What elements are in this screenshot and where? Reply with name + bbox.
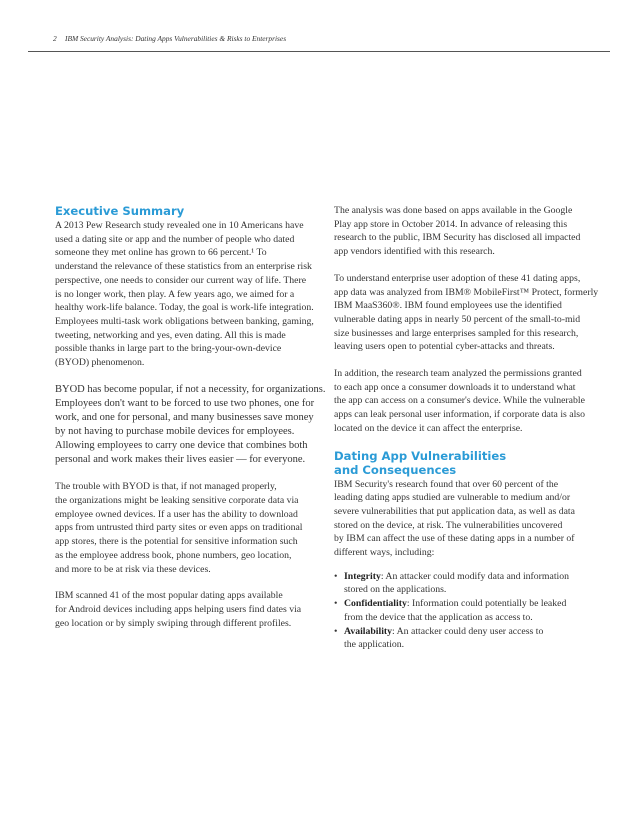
text-line: size businesses and large enterprises sampled for this research, (334, 327, 579, 339)
bullet-term: Availability (344, 625, 393, 637)
paragraph (334, 367, 602, 436)
text-line: Play app store in October 2014. In advance of releasing this (334, 218, 568, 230)
text-line: (BYOD) phenomenon. (55, 357, 145, 369)
text-line: employee owned devices. If a user has the ability to download (55, 508, 298, 520)
text-line: app data was analyzed from IBM® MobileFirst™ Protect, formerly (334, 286, 599, 298)
text-line: The analysis was done based on apps available in the Google (334, 205, 573, 216)
text-line: for Android devices including apps helping users find dates via (55, 603, 302, 615)
text-line: stored on the device, at risk. The vulnerabilities uncovered (334, 519, 563, 531)
bullet-text: the application. (344, 639, 405, 651)
bullet-term: Confidentiality (344, 598, 407, 610)
list-item (334, 597, 602, 624)
text-line: as the employee address book, phone numbers, geo location, (55, 549, 292, 561)
text-line: A 2013 Pew Research study revealed one in 10 Americans have (55, 220, 304, 231)
text-line: severe vulnerabilities that put application data, as well as data (334, 505, 575, 517)
text-line: personal and work makes their lives easier — for everyone. (55, 454, 306, 466)
text-line: IBM scanned 41 of the most popular dating apps available (55, 590, 283, 602)
paragraph (55, 383, 326, 468)
bullet-term: Integrity (344, 570, 381, 582)
text-line: work, and one for personal, and many businesses save money (55, 411, 314, 423)
text-line: The trouble with BYOD is that, if not managed properly, (55, 481, 277, 493)
text-line: by not having to purchase mobile devices for employees. (55, 426, 295, 438)
paragraph (334, 478, 602, 560)
text-line: To understand enterprise user adoption of these 41 dating apps, (334, 272, 581, 284)
text-line: to each app once a consumer downloads it to understand what (334, 381, 576, 393)
text-line: is no longer work, then play. A few years ago, we aimed for a (55, 288, 295, 300)
text-line: BYOD has become popular, if not a necessity, for organizations. (55, 383, 326, 395)
text-line: research to the public, IBM Security has disclosed all impacted (334, 232, 581, 244)
bullet-text: : Information could potentially be leaked (406, 598, 567, 610)
bullet-text: : An attacker could modify data and information (380, 570, 570, 582)
text-line: the organizations might be leaking sensitive corporate data via (55, 495, 299, 506)
text-line: and Consequences (334, 462, 457, 477)
bullet-text: from the device that the application as access to. (344, 611, 533, 623)
right-column (334, 204, 602, 652)
text-line: different ways, including: (334, 547, 435, 559)
text-line: apps can leak personal user information, if corporate data is also (334, 409, 585, 421)
paragraph (55, 480, 320, 576)
text-line: located on the device it can affect the enterprise. (334, 422, 523, 434)
text-line: leaving users open to potential cyber-attacks and threats. (334, 341, 555, 353)
bullet: • (334, 598, 338, 610)
text-line: Employees multi-task work obligations between banking, gaming, (55, 315, 314, 327)
text-line: healthy work-life balance. Today, the goal is work-life integration. (55, 302, 314, 314)
executive-summary-heading: Executive Summary (55, 204, 185, 218)
page-number: 2 (53, 34, 57, 43)
page-header (28, 29, 610, 52)
left-column (55, 204, 326, 643)
text-line: app vendors identified with this research. (334, 246, 495, 258)
paragraph (334, 272, 602, 354)
text-line: Dating App Vulnerabilities (334, 448, 507, 463)
bullet-text: stored on the applications. (344, 584, 447, 596)
text-line: IBM Security's research found that over 60 percent of the (334, 478, 559, 490)
vulnerability-list (334, 570, 602, 652)
text-line: apps from untrusted third party sites or even apps on traditional (55, 522, 303, 534)
bullet-text: : An attacker could deny user access to (392, 625, 544, 637)
text-line: IBM MaaS360®. IBM found employees use the identified (334, 300, 562, 312)
paragraph (55, 219, 320, 370)
text-line: Allowing employees to carry one device that combines both (55, 440, 308, 452)
text-line: Employees don't want to be forced to use two phones, one for (55, 397, 315, 409)
bullet: • (334, 625, 338, 637)
list-item (334, 625, 602, 652)
text-line: and more to be at risk via these devices. (55, 563, 211, 575)
text-line: perspective, one needs to consider our current way of life. There (55, 274, 307, 286)
text-line: vulnerable dating apps in nearly 50 percent of the small-to-mid (334, 313, 581, 325)
dating-app-vulnerabilities-heading (334, 449, 602, 477)
text-line: In addition, the research team analyzed the permissions granted (334, 368, 582, 380)
text-line: understand the relevance of these statistics from an enterprise risk (55, 261, 312, 273)
text-line: the app can access on a consumer's device. While the vulnerable (334, 395, 585, 407)
text-line: someone they met online has grown to 66 percent.¹ To (55, 247, 267, 259)
text-line: geo location or by simply swiping through different profiles. (55, 617, 292, 629)
text-line: leading dating apps studied are vulnerable to medium and/or (334, 492, 571, 504)
bullet: • (334, 570, 338, 582)
text-line: by IBM can affect the use of these dating apps in a number of (334, 533, 575, 545)
document-title: IBM Security Analysis: Dating Apps Vulnerabilities & Risks to Enterprises (65, 34, 287, 43)
paragraph (55, 589, 320, 630)
text-line: app stores, there is the potential for sensitive information such (55, 536, 298, 548)
text-line: tweeting, networking and yes, even dating. All this is made (55, 329, 286, 341)
paragraph (334, 204, 602, 259)
text-line: used a dating site or app and the number of people who dated (55, 233, 295, 245)
text-line: possible thanks in large part to the bring-your-own-device (55, 343, 282, 355)
list-item (334, 570, 602, 597)
